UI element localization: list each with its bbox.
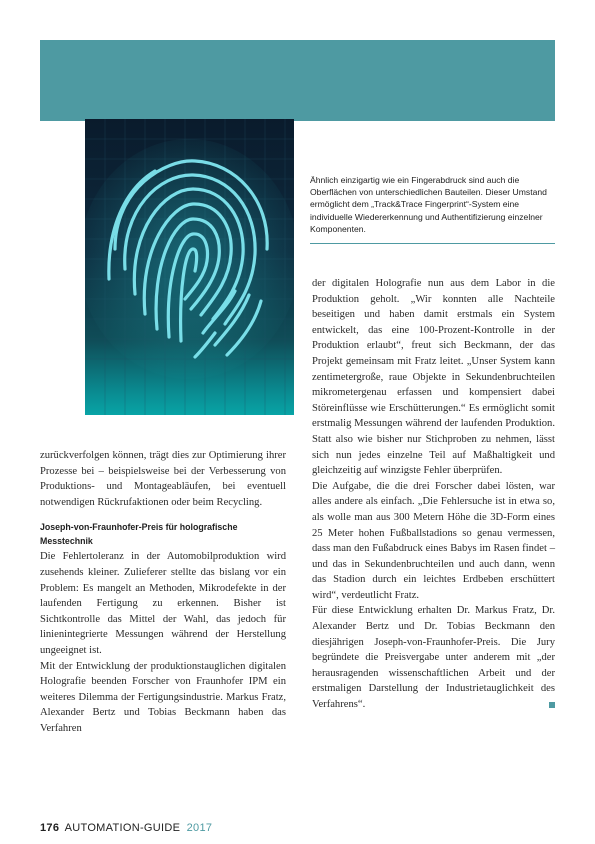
page-number: 176: [40, 822, 60, 834]
right-paragraph-3: [312, 603, 555, 712]
right-paragraph-3-text: Für diese Entwicklung erhalten Dr. Markus Fratz, Dr. Alexander Bertz und Dr. Tobias Beckmann den diesjährigen Joseph-von-Fraunhofer-Preis. Die Jury begründete die Preisvergabe unter anderem mit „der herausragenden wissenschaftlichen Arbeit und der erstmaligen Darstellung der Industrietauglichkeit des Verfahrens“.: [312, 605, 555, 711]
article-end-marker: [549, 702, 555, 708]
caption-divider: [310, 243, 555, 244]
left-column: [40, 448, 286, 737]
left-paragraph-3: Mit der Entwicklung der produktionstauglichen digitalen Holografie beenden Forscher von Fraunhofer IPM ein weiteres Dilemma der Fertigungsindustrie. Markus Fratz, Alexander Bertz und Tobias Beckmann haben das Verfahren: [40, 660, 286, 734]
left-paragraph-1: zurückverfolgen können, trägt dies zur Optimierung ihrer Prozesse bei – beispielsweise bei der Verbesserung von Produktions- und Montageabläufen, bei eventuell notwendigen Rückrufaktionen oder beim Recycling.: [40, 450, 286, 508]
section-subheading: Joseph-von-Fraunhofer-Preis für holografische Messtechnik: [40, 522, 238, 547]
fingerprint-image: [85, 119, 294, 415]
right-column: [312, 276, 555, 713]
image-caption: Ähnlich einzigartig wie ein Fingerabdruck sind auch die Oberflächen von unterschiedlichen Bauteilen. Dieser Umstand ermöglicht dem „Track&Trace Fingerprint“-System eine individuelle Wiedererkennung und Authentifizierung einzelner Komponenten.: [310, 175, 547, 234]
publication-name: AUTOMATION-GUIDE: [64, 822, 181, 834]
right-paragraph-1: der digitalen Holografie nun aus dem Labor in die Produktion geholt. „Wir konnten alle Nachteile beseitigen und haben damit erstmals ein System entwickelt, das eine 100-Prozent-Kontrolle in der Produktion erlaubt“, freut sich Beckmann, der das Projekt gemeinsam mit Fratz leitet. „Unser System kann zentimetergroße, raue Objekte in Sekundenbruchteilen mikrometergenau erfassen und kompensiert dabei Störeinflüsse wie Erschütterungen.“ Es ermöglicht somit erstmalig Messungen während der laufenden Produktion. Statt also wie bisher nur Stichproben zu nehmen, lässt sich nun jedes einzelne Teil auf Maßhaltigkeit und gleichzeitig auf winzigste Fehler überprüfen.: [312, 278, 555, 477]
header-color-band: [40, 40, 555, 121]
publication-year: 2017: [186, 822, 213, 834]
fingerprint-icon: [85, 119, 294, 415]
page-footer: [40, 822, 212, 834]
left-paragraph-2: Die Fehlertoleranz in der Automobilproduktion wird zusehends kleiner. Zulieferer stellte das bislang vor ein Problem: Es mangelt an Methoden, Mikrodefekte in der laufenden Fertigung zu erkennen. Bisher ist Sichtkontrolle das Mittel der Wahl, das jedoch für linienintegrierte Messungen während der Herstellung ungeeignet ist.: [40, 551, 286, 656]
right-paragraph-2: Die Aufgabe, die die drei Forscher dabei lösten, war alles andere als einfach. „Die Fehlersuche ist in etwa so, als wolle man aus 300 Metern Höhe die 3D-Form eines 25 Meter hohen Fußballstadions so genau vermessen, dass man den Fußabdruck eines Babys im Rasen findet – und das in Sekundenbruchteilen und auch dann, wenn das Stadion durch ein leichtes Erdbeben erschüttert wird“, verdeutlicht Fratz.: [312, 480, 555, 601]
